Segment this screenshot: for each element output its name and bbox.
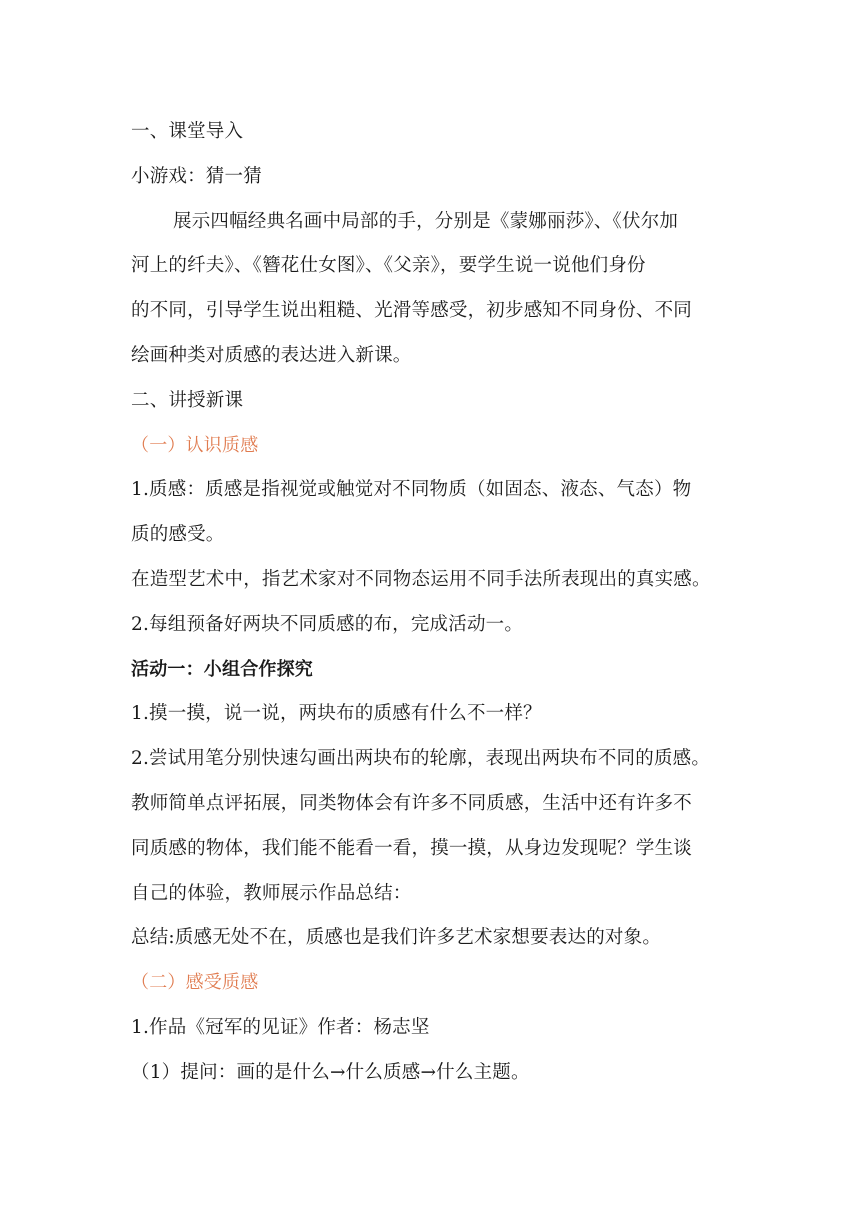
- paragraph-line: 在造型艺术中，指艺术家对不同物态运用不同手法所表现出的真实感。: [131, 568, 711, 590]
- paragraph-line: 的不同，引导学生说出粗糙、光滑等感受，初步感知不同身份、不同: [131, 300, 693, 322]
- document-body: [131, 110, 751, 1096]
- paragraph-line: 1.摸一摸，说一说，两块布的质感有什么不一样？: [131, 703, 542, 725]
- paragraph-line: 教师简单点评拓展，同类物体会有许多不同质感，生活中还有许多不: [131, 792, 693, 814]
- activity-heading: 活动一：小组合作探究: [131, 658, 313, 680]
- subsection-heading-recognize: （一）认识质感: [131, 434, 259, 456]
- paragraph-line: 2.每组预备好两块不同质感的布，完成活动一。: [131, 613, 524, 635]
- paragraph-line: 自己的体验，教师展示作品总结：: [131, 882, 412, 904]
- paragraph-line: （1）提问：画的是什么→什么质感→什么主题。: [131, 1061, 530, 1083]
- paragraph-line: 绘画种类对质感的表达进入新课。: [131, 344, 412, 366]
- subsection-heading-feel: （二）感受质感: [131, 972, 259, 994]
- game-title: 小游戏：猜一猜: [131, 165, 262, 187]
- paragraph-line: 展示四幅经典名画中局部的手，分别是《蒙娜丽莎》、《伏尔加: [173, 210, 679, 232]
- section-heading-new-lesson: 二、讲授新课: [131, 389, 244, 411]
- paragraph-line: 1.质感：质感是指视觉或触觉对不同物质（如固态、液态、气态）物: [131, 479, 692, 501]
- summary-line: 总结:质感无处不在，质感也是我们许多艺术家想要表达的对象。: [131, 927, 662, 949]
- section-heading-intro: 一、课堂导入: [131, 121, 244, 142]
- paragraph-line: 2.尝试用笔分别快速勾画出两块布的轮廓，表现出两块布不同的质感。: [131, 748, 711, 770]
- paragraph-line: 河上的纤夫》、《簪花仕女图》、《父亲》，要学生说一说他们身份: [131, 255, 646, 277]
- paragraph-line: 质的感受。: [131, 524, 225, 546]
- paragraph-line: 1.作品《冠军的见证》作者：杨志坚: [131, 1016, 430, 1038]
- paragraph-line: 同质感的物体，我们能不能看一看，摸一摸，从身边发现呢？学生谈: [131, 837, 693, 859]
